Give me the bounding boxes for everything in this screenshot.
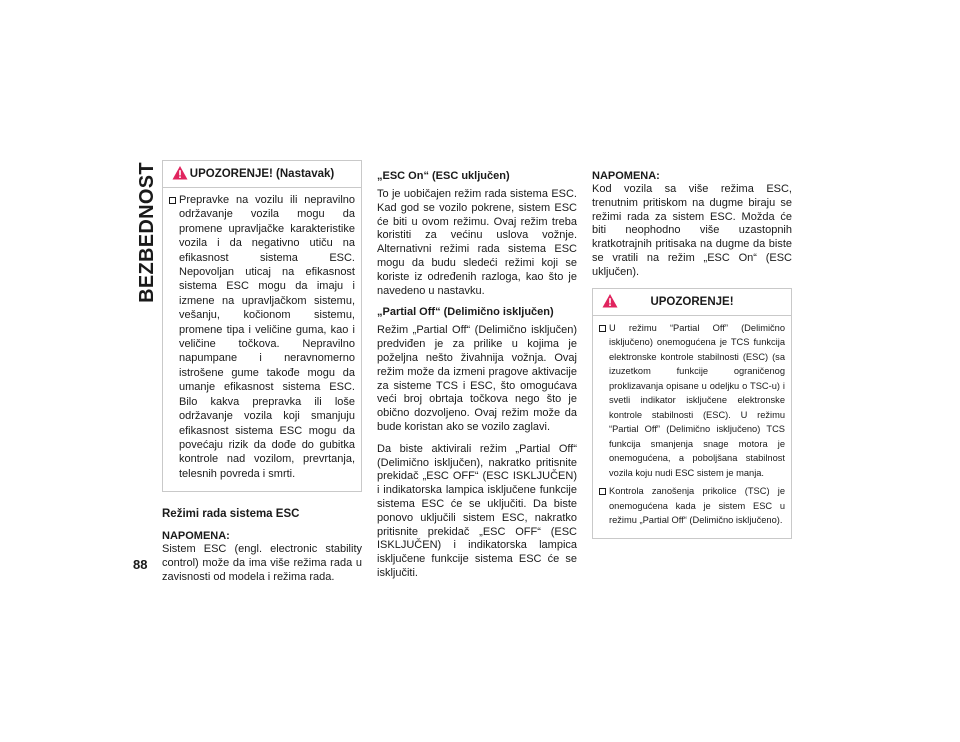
activate-text: Da biste aktivirali režim „Partial Off“ (Delimično isključen), nakratko pritisnite prekidač „ESC OFF“ (ESC ISKLJUČEN) i indikatorska lampica isključene funkcije sistema ESC će se uključiti. Da biste ponovo uključili sistem ESC, nakratko pritisnite prekidač „ESC OFF“ (ESC ISKLJUČEN) i indikatorska lampica isključene funkcije sistema ESC će se isključiti. <box>377 442 577 579</box>
esc-on-text: To je uobičajen režim rada sistema ESC. Kad god se vozilo pokrene, sistem ESC će biti u ovom režimu. Ovaj režim treba koristiti za većinu uslova vožnje. Alternativni režimi rada sistema ESC mogu da budu sledeći režimi koji se koriste iz određenih razloga, kao što je navedeno u nastavku. <box>377 188 577 297</box>
warning-body <box>163 188 361 491</box>
section-tab-label: BEZBEDNOST <box>135 161 158 303</box>
page-number: 88 <box>133 557 148 572</box>
note-label: NAPOMENA: <box>592 170 660 182</box>
middle-column <box>377 170 577 589</box>
warning-item <box>169 193 355 481</box>
warning-body <box>593 316 791 538</box>
right-column <box>592 170 792 539</box>
note-text: Kod vozila sa više režima ESC, trenutnim pritiskom na dugme biraju se režimi rada za sistem ESC. Možda će biti neophodno više uzastopnih kratkotrajnih pritisaka na dugme da biste se vratili na režim „ESC On“ (ESC uključen). <box>592 183 792 278</box>
section-tab <box>133 161 161 303</box>
warning-triangle-icon <box>172 165 188 181</box>
esc-on-title: „ESC On“ (ESC uključen) <box>377 170 510 182</box>
warning-title: UPOZORENJE! <box>650 295 734 308</box>
warning-box <box>592 288 792 539</box>
warning-title: UPOZORENJE! (Nastavak) <box>189 168 335 180</box>
partial-off-text: Režim „Partial Off“ (Delimično isključen) predviđen je za prilike u kojima je poželjna nešto živahnija vožnja. Ovaj režim može da izmeni pragove aktivacije za sisteme TCS i ESC, što omogućava veći broj obrtaja točkova nego što je obično dozvoljeno. Ovaj režim može da bude koristan ako se vozilo zaglavi. <box>377 324 577 433</box>
warning-box-continued <box>162 160 362 492</box>
warning-item <box>599 484 785 528</box>
section-heading: Režimi rada sistema ESC <box>162 508 300 521</box>
warning-header <box>593 289 791 316</box>
warning-item <box>599 321 785 481</box>
bullet-box-icon <box>599 325 606 332</box>
left-column <box>162 160 362 593</box>
bullet-box-icon <box>169 197 176 204</box>
warning-item-text: U režimu “Partial Off” (Delimično isključeno) onemogućena je TCS funkcija elektronske kontrole stabilnosti (ESC) (sa izuzetkom funkcije ograničenog proklizavanja opisane u odeljku o TSC-u) i svetli indikator isključene elektronske kontrole stabilnosti (ESC). U režimu “Partial Off” (Delimično isključeno) TCS funkcija smanjenja snage motora je onemogućena, a poboljšana stabilnost vozila koju nudi ESC sistem je manja. <box>609 322 785 478</box>
warning-triangle-icon <box>602 293 618 309</box>
warning-header <box>163 161 361 188</box>
partial-off-title: „Partial Off“ (Delimično isključen) <box>377 306 554 319</box>
warning-item-text: Kontrola zanošenja prikolice (TSC) je onemogućena kada je sistem ESC u režimu „Partial Off“ (Delimično isključeno). <box>609 486 785 526</box>
note-text: Sistem ESC (engl. electronic stability control) može da ima više režima rada u zavisnosti od modela i režima rada. <box>162 543 362 583</box>
note-label: NAPOMENA: <box>162 530 230 543</box>
warning-item-text: Prepravke na vozilu ili nepravilno održavanje vozila mogu da promene upravljačke karakteristike vozila i da negativno utiču na efikasnost sistema ESC. Nepovoljan uticaj na efikasnost sistema ESC mogu da imaju i izmene na upravljačkom sistemu, vešanju, kočionom sistemu, promene tipa i veličine guma, kao i veličine točkova. Nepravilno napumpane i neravnomerno istrošene gume takođe mogu da umanje efikasnost sistema ESC. Bilo kakva prepravka ili loše održavanje vozila koji smanjuju efikasnost sistema ESC mogu da povećaju rizik da dođe do gubitka kontrole nad vozilom, prevrtanja, telesnih povreda i smrti. <box>179 194 355 480</box>
bullet-box-icon <box>599 488 606 495</box>
